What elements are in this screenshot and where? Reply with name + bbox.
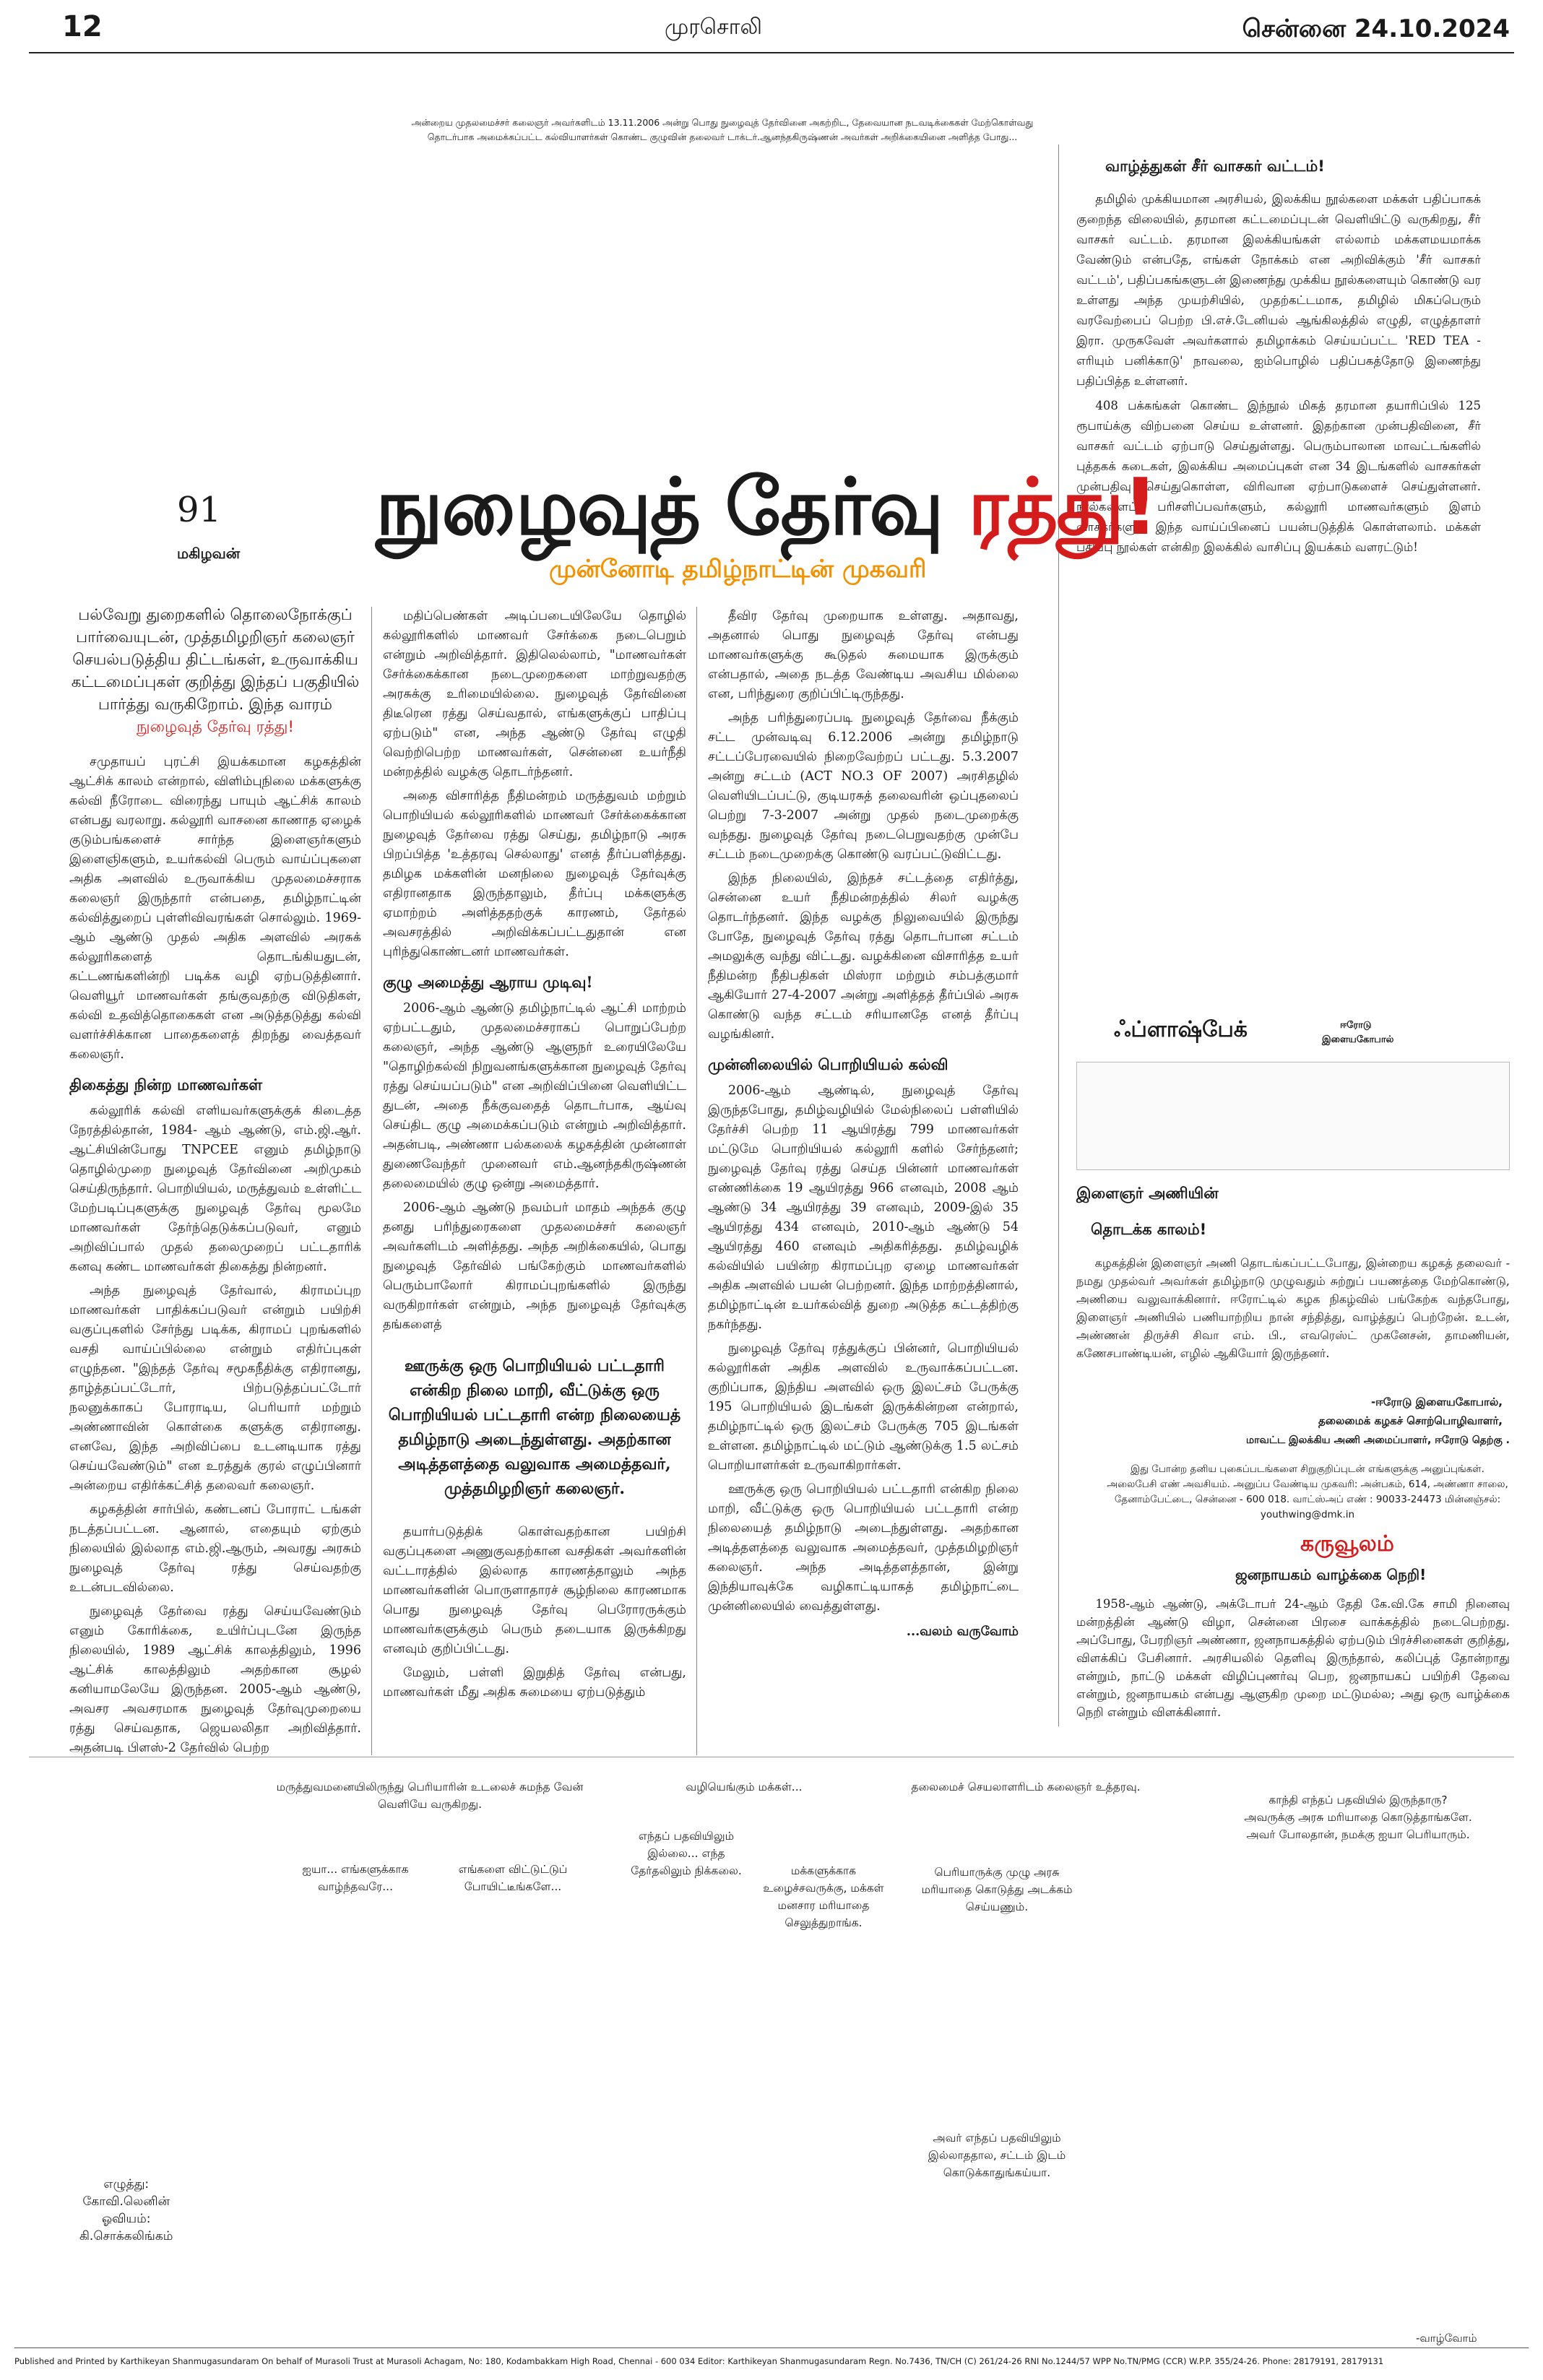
- col3-para: நுழைவுத் தேர்வு ரத்துக்குப் பின்னர், பொறியியல் கல்லூரிகள் அதிக அளவில் உருவாக்கப்பட்டன. குறிப்பாக, இந்திய அளவில் ஒரு இலட்சம் பேருக்கு 195 பொறியியல் இடங்கள் இருக்கின்றன என்றால், தமிழ்நாட்டில் ஒரு இலட்சம் பேருக்கு 705 இடங்கள் உள்ளன. தமிழ்நாட்டில் மட்டும் ஆண்டுக்கு 1.5 லட்சம் பொறியாளர்கள் உருவாகிறார்கள்.: [708, 1341, 1019, 1473]
- cartoon-caption-9: பெரியாருக்கு முழு அரசு மரியாதை கொடுத்து அடக்கம் செய்யணும்.: [921, 1866, 1073, 1913]
- col2-para: மேலும், பள்ளி இறுதித் தேர்வு என்பது, மாணவர்கள் மீது அதிக சுமையை ஏற்படுத்தும்: [383, 1666, 686, 1700]
- continued-label: ...வலம் வருவோம்: [906, 1624, 1019, 1639]
- sidebar-divider: [1058, 144, 1059, 1726]
- cartoon-caption-1: மருத்துவமனையிலிருந்து பெரியாரின் உடலைச் சுமந்த வேன் வெளியே வருகிறது.: [276, 1780, 584, 1811]
- youth-signature: [1228, 1393, 1503, 1430]
- subheadline: முன்னோடி தமிழ்நாட்டின் முகவரி: [549, 555, 927, 584]
- karuvoolam-para: 1958-ஆம் ஆண்டு, அக்டோபர் 24-ஆம் தேதி கே.வி.கே சாமி நினைவு மன்றத்தின் ஆண்டு விழா, சென்னை பிரசை வாக்கத்தில் நடைபெற்றது. அப்போது, பேரறிஞர் அண்ணா, ஜனநாயகத்தில் ஏற்படும் பிரச்சினைகள் குறித்து, விளக்கிப் பேசினார். அரசியலில் தெளிவு இருந்தால், கலிப்புத் தோன்றாது என்றும், நாட்டு மக்கள் விழிப்புணர்வு பெற, ஜனநாயகப் பயிற்சி தேவை என்றும், ஜனநாயகம் என்பது ஆளுகிற முறை மட்டுமல்ல; அது ஒரு வாழ்க்கை நெறி என்றும் விளக்கினார்.: [1076, 1597, 1510, 1719]
- pull-quote: ஊருக்கு ஒரு பொறியியல் பட்டதாரி என்கிற நிலை மாறி, வீட்டுக்கு ஒரு பொறியியல் பட்டதாரி என்ற நிலையைத் தமிழ்நாடு அடைந்துள்ளது. அதற்கான அடித்தளத்தை வலுவாக அமைத்தவர், முத்தமிழறிஞர் கலைஞர்.: [388, 1356, 681, 1498]
- sidebar-reading-p1: தமிழில் முக்கியமான அரசியல், இலக்கிய நூல்களை மக்கள் பதிப்பாகக் குறைந்த விலையில், தரமான கட்டமைப்புடன் வெளியிட்டு வருகிறது, சீர் வாசகர் வட்டம். தரமான இலக்கியங்கள் எல்லாம் மக்களமயமாக்க வேண்டும் என்பதே, எங்கள் நோக்கம் என அறிவிக்கும் 'சீர் வாசகர் வட்டம்', பதிப்பகங்களுடன் இணைந்து முக்கிய நூல்களையும் கொண்டு வர உள்ளது அந்த முயற்சியில், முதற்கட்டமாக, தமிழில் மிகப்பெரும் வரவேற்பைப் பெற்ற பி.எச்.டேனியல் ஆங்கிலத்தில் எழுதி, எழுத்தாளர் இரா. முருகவேள் அவர்களால் தமிழாக்கம் செய்யப்பட்ட 'RED TEA - எரியும் பனிக்காடு' நாவலை, ஐம்பொழில் பதிப்பகத்தோடு இணைந்து பதிப்பித்த உள்ளனர்.: [1076, 192, 1481, 388]
- cartoon-end: -வாழ்வோம்: [1416, 2332, 1477, 2345]
- flashback-photo: [1076, 1062, 1510, 1170]
- col3-heading: முன்னிலையில் பொறியியல் கல்வி: [708, 1055, 948, 1073]
- masthead-rule: [29, 52, 1514, 53]
- column-divider: [371, 607, 372, 1755]
- sidebar-reading-p2: 408 பக்கங்கள் கொண்ட இந்நூல் மிகத் தரமான தயாரிப்பில் 125 ரூபாய்க்கு விற்பனை செய்ய உள்ளனர். இதற்கான முன்பதிவினை, சீர் வாசகர் வட்டம் ஏற்பாடு செய்துள்ளது. பெரும்பாலான மாவட்டங்களில் புத்தகக் கடைகள், இலக்கிய அமைப்புகள் என 34 இடங்களில் வாசகர்கள் முன்பதிவு செய்துகொள்ள, விரிவான ஏற்பாடுகளைச் செய்துள்ளனர். நூல்களைப் பரிசளிப்பவர்களும், கல்லூரி மாணவர்களும் இளம் வாசகர்களும் இந்த வாய்ப்பினைப் பயன்படுத்திக் கொள்ளலாம். மக்கள் பதிப்பு நூல்கள் என்கிற இலக்கில் வாசிப்பு இயக்கம் வளரட்டும்!: [1076, 399, 1481, 554]
- page-date: சென்னை 24.10.2024: [1242, 14, 1510, 43]
- top-photo-caption: அன்றைய முதலமைச்சர் கலைஞர் அவர்களிடம் 13.11.2006 அன்று பொது நுழைவுத் தேர்வினை அகற்றிட, தேவையான நடவடிக்கைகள் மேற்கொள்வது தொடர்பாக அமைக்கப்பட்ட கல்வியாளர்கள் கொண்ட குழுவின் தலைவர் டாக்டர்.ஆனந்தகிருஷ்ணன் அவர்கள் அறிக்கையினை அளித்த போது...: [411, 117, 1034, 142]
- youth-sign-1: -ஈரோடு இளையகோபால்,: [1370, 1395, 1503, 1408]
- youth-para: கழகத்தின் இளைஞர் அணி தொடங்கப்பட்டபோது, இன்றைய கழகத் தலைவர் - நமது முதல்வர் அவர்கள் தமிழ்நாடு முழுவதும் சுற்றுப் பயணத்தை மேற்கொண்டு, அணியை வலுவாக்கினார். ஈரோட்டில் கழக நிகழ்வில் பங்கேற்க வந்தபோது, இளைஞர் அணியில் பணியாற்றிய நான் சந்தித்து, வாழ்த்துப் பெற்றேன். உடன், அண்ணன் திருச்சி சிவா எம். பி., எவரெஸ்ட் முகனேசன், தாமணியன், கணேசபாண்டியன், எழில் ஆகியோர் இருந்தனர்.: [1076, 1256, 1510, 1360]
- col3-para: இந்த நிலையில், இந்தச் சட்டத்தை எதிர்த்து, சென்னை உயர் நீதிமன்றத்தில் சிலர் வழக்கு தொடர்ந்தனர். இந்த வழக்கு நிலுவையில் இருந்து போதே, நுழைவுத் தேர்வு ரத்து தொடர்பான சட்டம் அமலுக்கு வந்து விட்டது. வழக்கினை விசாரித்த உயர் நீதிமன்ற நீதிபதிகள் மிஸ்ரா மற்றும் சம்பத்குமார் ஆகியோர் 27-4-2007 அன்று அளித்தத் தீர்ப்பில் அரசு கொண்டு வந்த சட்டம் சரியானதே எனத் தீர்ப்பு வழங்கினர்.: [708, 871, 1019, 1042]
- col2-para: 2006-ஆம் ஆண்டு நவம்பர் மாதம் அந்தக் குழு தனது பரிந்துரைகளை முதலமைச்சர் கலைஞர் அவர்களிடம் அளித்தது. அந்த அறிக்கையில், பொது நுழைவுத் தேர்வில் பங்கேற்கும் மாணவர்களில் பெரும்பாலோர் கிராமப்புறங்களில் இருந்து வருகிறார்கள் என்றும், அந்த நுழைவுத் தேர்வுக்கு தங்களைத்: [383, 1200, 686, 1332]
- col1-heading: திகைத்து நின்ற மாணவர்கள்: [69, 1076, 263, 1094]
- col1-para: கழகத்தின் சார்பில், கண்டனப் போராட் டங்கள் நடத்தப்பட்டன. ஆனால், எதையும் ஏற்கும் நிலையில் இல்லாத எம்.ஜி.ஆரும், அவரது அரசும் நுழைவுத் தேர்வு ரத்து செய்வதற்கு உடன்படவில்லை.: [69, 1502, 361, 1595]
- headline-black: நுழைவுத் தேர்வு: [376, 462, 969, 553]
- page-number: 12: [62, 10, 103, 43]
- credit-artist: கி.சொக்கலிங்கம்: [79, 2229, 173, 2243]
- sidebar-reading-title: வாழ்த்துகள் சீர் வாசகர் வட்டம்!: [1105, 157, 1325, 175]
- youth-sign-2: தலைமைக் கழகச் சொற்பொழிவாளர்,: [1318, 1414, 1503, 1427]
- article-column-3: [708, 607, 1019, 1642]
- youth-sign-3: மாவட்ட இலக்கிய அணி அமைப்பாளர், ஈரோடு தெற்கு .: [1245, 1435, 1510, 1446]
- cartoon-credits: [79, 2176, 173, 2245]
- headline: [376, 462, 1157, 563]
- credit-writer-label: எழுத்து:: [103, 2177, 150, 2191]
- cartoon-caption-6: எங்களை விட்டுட்டுப் போயிட்டீங்களே...: [458, 1863, 568, 1893]
- col2-para: 2006-ஆம் ஆண்டு தமிழ்நாட்டில் ஆட்சி மாற்றம் ஏற்பட்டதும், முதலமைச்சராகப் பொறுப்பேற்ற கலைஞர், அந்த ஆண்டு ஆளுநர் உரையிலேயே "தொழிற்கல்வி நிறுவனங்களுக்கான நுழைவுத் தேர்வு ரத்து செய்யப்படும்" என அறிவிப்பினை வெளியிட்ட துடன், அதை நீக்குவதைத் தொடர்பாக, ஆய்வு செய்திட குழு அமைக்கப்படும் என்றும் அறிவித்தார். அதன்படி, அண்ணா பல்கலைக் கழகத்தின் முன்னாள் துணைவேந்தர் முனைவர் எம்.ஆனந்தகிருஷ்ணன் தலைமையில் குழு ஒன்று அமைத்தார்.: [383, 1001, 686, 1191]
- col1-para: சமுதாயப் புரட்சி இயக்கமான கழகத்தின் ஆட்சிக் காலம் என்றால், விளிம்புநிலை மக்களுக்கு கல்வி நீரோடை விரைந்து பாயும் ஆட்சிக் காலம் என்பது வரலாறு. கல்லூரி வாசனை காணாத ஏழைக் குடும்பங்களைச் சார்ந்த இளைஞர்களும் இளைஞிகளும், உயர்கல்வி பெரும் வாய்ப்புகளை அதிக அளவில் உருவாக்கிய முதலமைச்சராக கலைஞர் இருந்தார் என்பதை, தமிழ்நாட்டின் கல்வித்துறைப் புள்ளிவிவரங்கள் சொல்லும். 1969-ஆம் ஆண்டு முதல் அதிக அளவில் அரசுக் கல்லூரிகளைத் தொடங்கியதுடன், கட்டணங்களின்றி படிக்க வழி ஏற்படுத்தினார். வெளியூர் மாணவர்கள் தங்குவதற்கு விடுதிகள், கல்வி உதவித்தொகைகள் என அடுத்தடுத்து கல்வி வளர்ச்சிக்கான பாதைகளைத் திறந்து வைத்தவர் கலைஞர்.: [69, 755, 361, 1062]
- col2-para: தயார்படுத்திக் கொள்வதற்கான பயிற்சி வகுப்புகளை அணுகுவதற்கான வசதிகள் அவர்களின் வட்டாரத்தில் இல்லாத காரணத்தாலும் அந்த மாணவர்களின் பொருளாதாரச் சூழ்நிலை காரணமாக பொது நுழைவுத் தேர்வு பெரோரருக்கும் மாணவர்களுக்கும் பெரும் தடையாக இருக்கிறது எனவும் குறிப்பிட்டது.: [383, 1525, 686, 1656]
- karuvoolam-subtitle: ஜனநாயகம் வாழ்க்கை நெறி!: [1235, 1566, 1427, 1583]
- cartoon-caption-4: காந்தி எந்தப் பதவியில் இருந்தாரு? அவருக்கு அரசு மரியாதை கொடுத்தாங்களே. அவர் போலதான், நமக்கு ஐயா பெரியாரும்.: [1244, 1793, 1472, 1841]
- article-column-2: [383, 607, 686, 1707]
- karuvoolam-title: கருவூலம்: [1300, 1531, 1394, 1557]
- footer-rule: [14, 2347, 1529, 2348]
- youth-body: [1076, 1254, 1510, 1367]
- cartoon-caption-3: தலைமைச் செயலாளரிடம் கலைஞர் உத்தரவு.: [911, 1780, 1141, 1793]
- cartoon-caption-7: எந்தப் பதவியிலும் இல்லை... எந்த தேர்தலிலும் நிக்கலை.: [631, 1830, 742, 1877]
- col2-para: அதை விசாரித்த நீதிமன்றம் மருத்துவம் மற்றும் பொறியியல் கல்லூரிகளில் மாணவர் சேர்க்கைக்கான நுழைவுத் தேர்வை ரத்து செய்து, தமிழ்நாடு அரசு பிறப்பித்த 'உத்தரவு செல்லாது' எனத் தீர்ப்பளித்தது. தமிழக மக்களின் மனநிலை நுழைவுத் தேர்வுக்கு எதிரானதாக இருந்தாலும், தீர்ப்பு மக்களுக்கு ஏமாற்றம் அளித்ததற்குக் காரணம், தேர்தல் அவசரத்தில் அறிவிக்கப்பட்டதுதான் என புரிந்துகொண்டனர் மாணவர்கள்.: [383, 789, 686, 959]
- col1-para: அந்த நுழைவுத் தேர்வால், கிராமப்புற மாணவர்கள் பாதிக்கப்படுவர் என்றும் பயிற்சி வகுப்புகளில் சேர்ந்து படிக்க, கிராமப் புறங்களில் வசதி வாய்ப்பில்லை என்றும் எதிர்ப்புகள் எழுந்தன. "இந்தத் தேர்வு சமூகநீதிக்கு எதிரானது, தாழ்த்தப்பட்டோர், பிற்படுத்தப்பட்டோர் நலனுக்காகப் போராடிய, பெரியார் மற்றும் அண்ணாவின் கொள்கை களுக்கு எதிரானது. எனவே, இந்த அறிவிப்பை உடனடியாக ரத்து செய்யவேண்டும்" என உரத்துக் குரல் எழுப்பினார் அன்றைய எதிர்க்கட்சித் தலைவர் கலைஞர்.: [69, 1284, 361, 1493]
- youth-title-2: தொடக்க காலம்!: [1091, 1221, 1207, 1238]
- col2-para: மதிப்பெண்கள் அடிப்படையிலேயே தொழில் கல்லூரிகளில் மாணவர் சேர்க்கை நடைபெறும் என்றும் அறிவித்தார். இதிலெல்லாம், "மாணவர்கள் சேர்க்கைக்கான நடைமுறைகளை மாற்றுவதற்கு அரசுக்கு உரிமையில்லை. நுழைவுத் தேர்வினை திடீரென ரத்து செய்வதால், எங்களுக்குப் பாதிப்பு ஏற்படும்" என, அந்த ஆண்டு தேர்வு எழுதி வெற்றிபெற்ற மாணவர்கள், சென்னை உயர்நீதி மன்றத்தில் வழக்கு தொடர்ந்தனர்.: [383, 609, 686, 779]
- column-divider: [696, 607, 697, 1755]
- flashback-subtitle: இளையகோபால்: [1322, 1034, 1394, 1045]
- footer-imprint: Published and Printed by Karthikeyan Shanmugasundaram On behalf of Murasoli Trust at Murasoli Achagam, No: 180, Kodambakkam High Road, Chennai - 600 034 Editor: Karthikeyan Shanmugasundaram Regn. No.7436, TN/CH (C) 261/24-26 RNI No.1244/57 WPP No.TN/PMG (CCR) W.P.P. 355/24-26. Phone: 28179191, 28179131: [14, 2356, 1384, 2366]
- column-number: 91: [177, 490, 222, 530]
- cartoon-caption-5: ஐயா... எங்களுக்காக வாழ்ந்தவரே...: [302, 1863, 409, 1893]
- col3-para: அந்த பரிந்துரைப்படி நுழைவுத் தேர்வை நீக்கும் சட்ட முன்வடிவு 6.12.2006 அன்று தமிழ்நாடு சட்டப்பேரவையில் நிறைவேற்றப் பட்டது. 5.3.2007 அன்று சட்டம் (ACT NO.3 OF 2007) அரசிதழில் வெளியிடப்பட்டு, குடியரசுத் தலைவரின் ஒப்புதலைப் பெற்று 7-3-2007 அன்று முதல் நடைமுறைக்கு வந்தது. நுழைவுத் தேர்வு நடைபெறுவதற்கு முன்பே சட்டம் நடைமுறைக்கு கொண்டு வரப்பட்டுவிட்டது.: [708, 711, 1019, 862]
- credit-artist-label: ஓவியம்:: [101, 2212, 151, 2226]
- col1-para: நுழைவுத் தேர்வை ரத்து செய்யவேண்டும் எனும் கோரிக்கை, உயிர்ப்புடனே இருந்த நிலையில், 1989 ஆட்சிக் காலத்திலும், 1996 ஆட்சிக் காலத்திலும் அதற்கான சூழல் கனியாமலேயே இருந்தன. 2005-ஆம் ஆண்டு, அவசர அவசரமாக நுழைவுத் தேர்வுமுறையை ரத்து செய்வதாக, ஜெயலலிதா அறிவித்தார். அதன்படி பிளஸ்-2 தேர்வில் பெற்ற: [69, 1604, 361, 1755]
- credit-writer: கோவி.லெனின்: [82, 2194, 170, 2209]
- col3-para: ஊருக்கு ஒரு பொறியியல் பட்டதாரி என்கிற நிலை மாறி, வீட்டுக்கு ஒரு பொறியியல் பட்டதாரி என்ற நிலையைத் தமிழ்நாடு அடைந்துள்ளது. அதற்கான அடித்தளத்தை வலுவாக அமைத்தவர், முத்தமிழறிஞர் கலைஞர். அந்த அடித்தளத்தான், இன்று இந்தியாவுக்கே வழிகாட்டியாகத் தமிழ்நாட்டை முன்னிலையில் வைத்துள்ளது.: [708, 1482, 1019, 1614]
- intro-red-text: நுழைவுத் தேர்வு ரத்து!: [137, 718, 294, 736]
- article-intro: [69, 604, 361, 738]
- col3-para: 2006-ஆம் ஆண்டில், நுழைவுத் தேர்வு இருந்தபோது, தமிழ்வழியில் மேல்நிலைப் பள்ளியில் தேர்ச்சி பெற்ற 11 ஆயிரத்து 799 மாணவர்கள் மட்டுமே பொறியியல் கல்லூரி களில் சேர்ந்தனர்; நுழைவுத் தேர்வு ரத்து செய்த பின்னர் மாணவர்கள் எண்ணிக்கை 19 ஆயிரத்து 966 எனவும், 2008 ஆம் ஆண்டு 34 ஆயிரத்து 39 எனவும், 2009-இல் 35 ஆயிரத்து 434 எனவும், 2010-ஆம் ஆண்டு 54 ஆயிரத்து 460 எனவும் அதிகரித்தது. தமிழ்வழிக் கல்வியில் பயின்ற கிராமப்புற ஏழை மாணவர்கள் அதிக அளவில் பயன் பெற்றனர். இந்த மாற்றத்தினால், தமிழ்நாட்டின் உயர்கல்வித் துறை அடுத்த கட்டத்திற்கு நகர்ந்தது.: [708, 1083, 1019, 1332]
- col1-para: கல்லூரிக் கல்வி எளியவர்களுக்குக் கிடைத்த நேரத்தில்தான், 1984- ஆம் ஆண்டு, எம்.ஜி.ஆர். ஆட்சியின்போது TNPCEE எனும் தமிழ்நாடு தொழில்முறை நுழைவுத் தேர்வினை அறிமுகம் செய்திருந்தார். பொறியியல், மருத்துவம் உள்ளிட்ட மேற்படிப்புகளுக்கு நுழைவுத் தேர்வு மூலமே மாணவர்கள் தேர்ந்தெடுக்கப்படுவர், எனும் அறிவிப்பால் முதல் தலைமுறைப் பட்டதாரிக் கனவு கண்ட மாணவர்கள் திகைத்து நின்றனர்.: [69, 1104, 361, 1274]
- intro-text: பல்வேறு துறைகளில் தொலைநோக்குப் பார்வையுடன், முத்தமிழறிஞர் கலைஞர் செயல்படுத்திய திட்டங்கள், உருவாக்கிய கட்டமைப்புகள் குறித்து இந்தப் பகுதியில் பார்த்து வருகிறோம். இந்த வாரம்: [71, 606, 360, 714]
- flashback-location: ஈரோடு: [1340, 1020, 1372, 1031]
- column-author: மகிழவன்: [177, 545, 241, 562]
- headline-red: ரத்து!: [968, 462, 1157, 553]
- cartoon-caption-8: மக்களுக்காக உழைச்சவருக்கு, மக்கள் மனசார மரியாதை செலுத்துறாங்க.: [763, 1864, 884, 1929]
- youth-notice: இது போன்ற தனிய புகைப்படங்களை சிறுகுறிப்புடன் எங்களுக்கு அனுப்புங்கள். அலைபேசி எண் அவசியம். அனுப்ப வேண்டிய முகவரி: அன்பகம், 614, அண்ணா சாலை, தேனாம்பேட்டை, சென்னை - 600 018. வாட்ஸ்அப் எண் : 90033-24473 மின்னஞ்சல்: youthwing@dmk.in: [1107, 1463, 1508, 1520]
- article-column-1: [69, 753, 361, 1762]
- flashback-title: ஃப்ளாஷ்பேக்: [1114, 1017, 1248, 1042]
- youth-title-1: இளைஞர் அணியின்: [1076, 1185, 1219, 1202]
- col2-heading: குழு அமைத்து ஆராய முடிவு!: [383, 973, 593, 991]
- karuvoolam-body: [1076, 1595, 1510, 1726]
- cartoon-caption-10: அவர் எந்தப் பதவியிலும் இல்லாததால, சட்டம் இடம் கொடுக்காதுங்கய்யா.: [928, 2132, 1066, 2179]
- cartoon-caption-2: வழியெங்கும் மக்கள்...: [686, 1780, 803, 1793]
- newspaper-name: முரசொலி: [665, 14, 762, 40]
- col3-para: தீவிர தேர்வு முறையாக உள்ளது. அதாவது, அதனால் பொது நுழைவுத் தேர்வு என்பது மாணவர்களுக்கு கூடுதல் சுமையாக இருக்கும் என்பதால், அதை நடத்த வேண்டிய அவசிய மில்லை என, பரிந்துரை குறிப்பிட்டிருந்தது.: [708, 609, 1019, 701]
